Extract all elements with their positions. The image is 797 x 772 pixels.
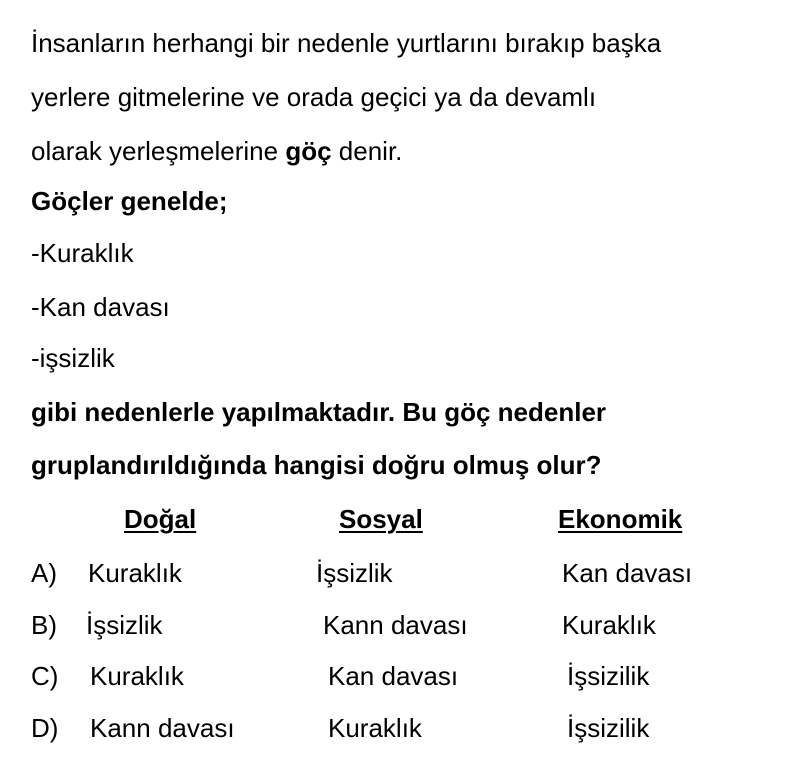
question-line-1: gibi nedenlerle yapılmaktadır. Bu göç nedenler bbox=[31, 397, 607, 427]
reason-item: -işsizlik bbox=[31, 343, 115, 373]
option-c-ekonomik: İşsizilik bbox=[567, 661, 650, 691]
intro-line-3-prefix: olarak yerleşmelerine bbox=[31, 136, 286, 166]
reasons-heading: Göçler genelde; bbox=[31, 186, 228, 216]
option-b-ekonomik: Kuraklık bbox=[562, 610, 656, 640]
option-a-ekonomik: Kan davası bbox=[562, 558, 693, 588]
option-b-sosyal: Kann davası bbox=[323, 610, 468, 640]
option-b-dogal: İşsizlik bbox=[86, 610, 163, 640]
option-d-dogal: Kann davası bbox=[90, 713, 235, 743]
option-a-dogal: Kuraklık bbox=[88, 558, 182, 588]
intro-line-1: İnsanların herhangi bir nedenle yurtlarını bırakıp başka bbox=[31, 28, 662, 58]
intro-line-3 bbox=[31, 136, 402, 166]
reason-item: -Kan davası bbox=[31, 292, 170, 322]
option-a-sosyal: İşsizlik bbox=[316, 558, 393, 588]
column-header-sosyal: Sosyal bbox=[339, 504, 423, 534]
column-header-ekonomik: Ekonomik bbox=[558, 504, 683, 534]
reason-item: -Kuraklık bbox=[31, 238, 134, 268]
option-c-letter[interactable]: C) bbox=[31, 661, 59, 691]
intro-line-2: yerlere gitmelerine ve orada geçici ya da devamlı bbox=[31, 82, 597, 112]
option-c-dogal: Kuraklık bbox=[90, 661, 184, 691]
column-header-dogal: Doğal bbox=[124, 504, 197, 534]
option-b-letter[interactable]: B) bbox=[31, 610, 57, 640]
term-goc: göç bbox=[285, 136, 332, 166]
option-d-ekonomik: İşsizilik bbox=[567, 713, 650, 743]
option-a-letter[interactable]: A) bbox=[31, 558, 57, 588]
intro-line-3-suffix: denir. bbox=[331, 136, 403, 166]
option-d-letter[interactable]: D) bbox=[31, 713, 59, 743]
option-c-sosyal: Kan davası bbox=[328, 661, 459, 691]
question-line-2: gruplandırıldığında hangisi doğru olmuş olur? bbox=[31, 450, 602, 480]
option-d-sosyal: Kuraklık bbox=[328, 713, 422, 743]
